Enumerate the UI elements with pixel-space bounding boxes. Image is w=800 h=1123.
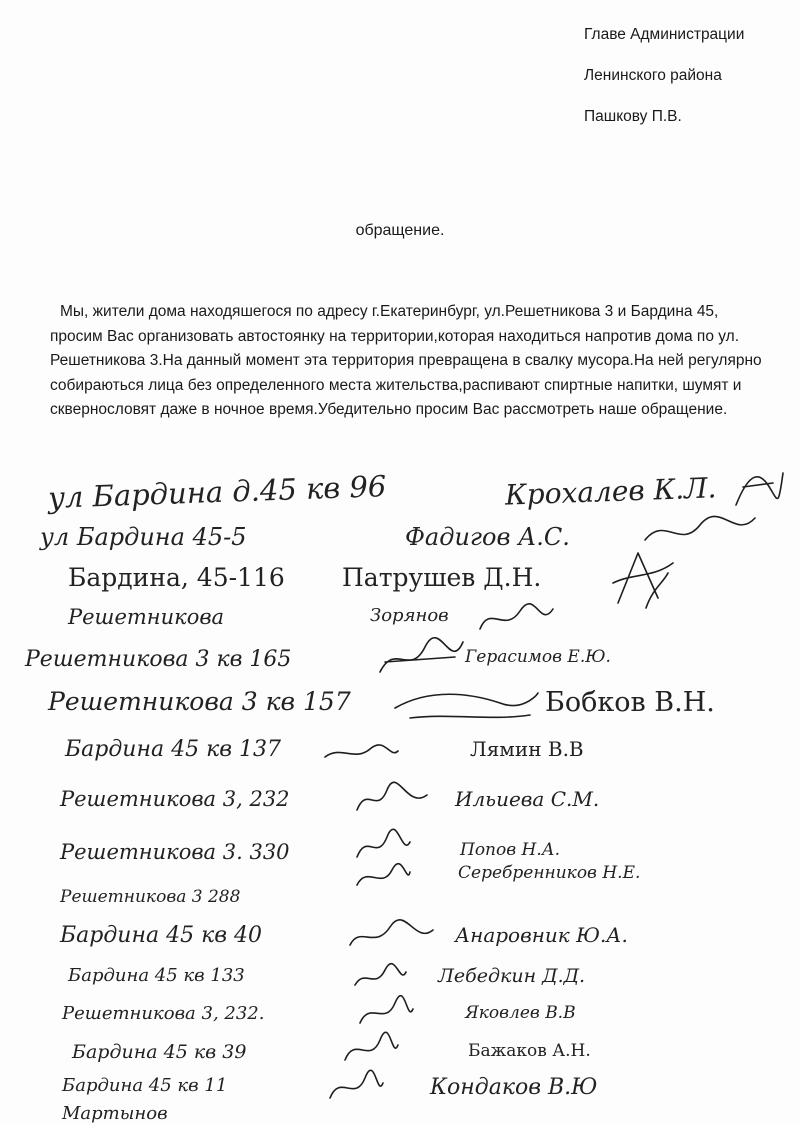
handwritten-signature: [475, 599, 555, 639]
signature-address: Бардина 45 кв 133: [68, 965, 245, 986]
signature-address: Мартынов: [62, 1103, 168, 1123]
handwritten-signature: [355, 995, 415, 1030]
signature-name: Анаровник Ю.А.: [455, 923, 628, 947]
signature-address: ул Бардина 45-5: [40, 523, 247, 551]
signature-name: Ильиева С.М.: [455, 787, 600, 811]
signature-address: Решетникова 3, 232.: [62, 1003, 265, 1024]
signature-address: Решетникова 3. 330: [60, 840, 290, 864]
signature-address: Решетникова: [68, 605, 225, 629]
signature-name: Зорянов: [370, 605, 449, 626]
addressee-line-2: Ленинского района: [584, 66, 722, 84]
handwritten-signature: [352, 860, 412, 900]
addressee-block: [584, 14, 794, 137]
handwritten-signature: [375, 637, 465, 682]
signature-address: Решетникова 3 кв 157: [48, 687, 351, 716]
signature-address: Решетникова 3, 232: [60, 787, 290, 811]
signature-address: Бардина 45 кв 40: [60, 923, 262, 948]
handwritten-signature: [340, 1030, 400, 1070]
signature-address: Бардина 45 кв 39: [72, 1041, 247, 1063]
signature-address: Решетникова 3 288: [60, 887, 241, 907]
signature-name: Патрушев Д.Н.: [342, 563, 542, 592]
signature-name: Бажаков А.Н.: [468, 1041, 591, 1061]
signature-name: Лебедкин Д.Д.: [438, 965, 586, 987]
signature-address: Бардина 45 кв 11: [62, 1075, 228, 1096]
handwritten-signature: [728, 465, 788, 515]
handwritten-signature: [390, 683, 540, 728]
document-title: обращение.: [355, 222, 445, 239]
signature-name: Крохалев К.Л.: [504, 471, 717, 512]
body-paragraph: Мы, жители дома находяшегося по адресу г.Екатеринбург, ул.Решетникова 3 и Бардина 45, просим Вас организовать автостоянку на территории,которая находиться напротив дома по ул. Решетникова 3.На данный момент эта территория превращена в свалку мусора.На ней регулярно собираються лица без определенного места жительства,распивают спиртные напитки, шумят и сквернословят даже в ночное время.Убедительно просим Вас рассмотреть наше обращение.: [50, 303, 762, 418]
signature-name: Кондаков В.Ю: [430, 1075, 598, 1100]
document-body: [50, 300, 762, 423]
signature-address: Бардина, 45-116: [68, 563, 285, 592]
addressee-line-3: Пашкову П.В.: [584, 107, 682, 125]
handwritten-signature: [320, 737, 400, 767]
signature-name: Лямин В.В: [470, 737, 584, 761]
signature-address: Решетникова 3 кв 165: [25, 647, 292, 672]
signature-name: Яковлев В.В: [465, 1003, 576, 1023]
signature-list: [0, 465, 800, 1123]
handwritten-signature: [350, 960, 410, 995]
signature-address: ул Бардина д.45 кв 96: [47, 469, 387, 515]
signature-name: Герасимов Е.Ю.: [465, 647, 611, 667]
handwritten-signature: [345, 915, 435, 955]
signature-name: Попов Н.А.: [460, 840, 561, 860]
signature-name: Фадигов А.С.: [405, 523, 570, 551]
signature-name: Бобков В.Н.: [545, 687, 715, 718]
signature-name: Серебренников Н.Е.: [458, 863, 641, 883]
addressee-line-1: Главе Администрации: [584, 25, 745, 43]
handwritten-signature: [352, 775, 432, 820]
handwritten-signature: [325, 1068, 385, 1108]
handwritten-signature: [608, 543, 678, 613]
signature-address: Бардина 45 кв 137: [65, 737, 281, 762]
